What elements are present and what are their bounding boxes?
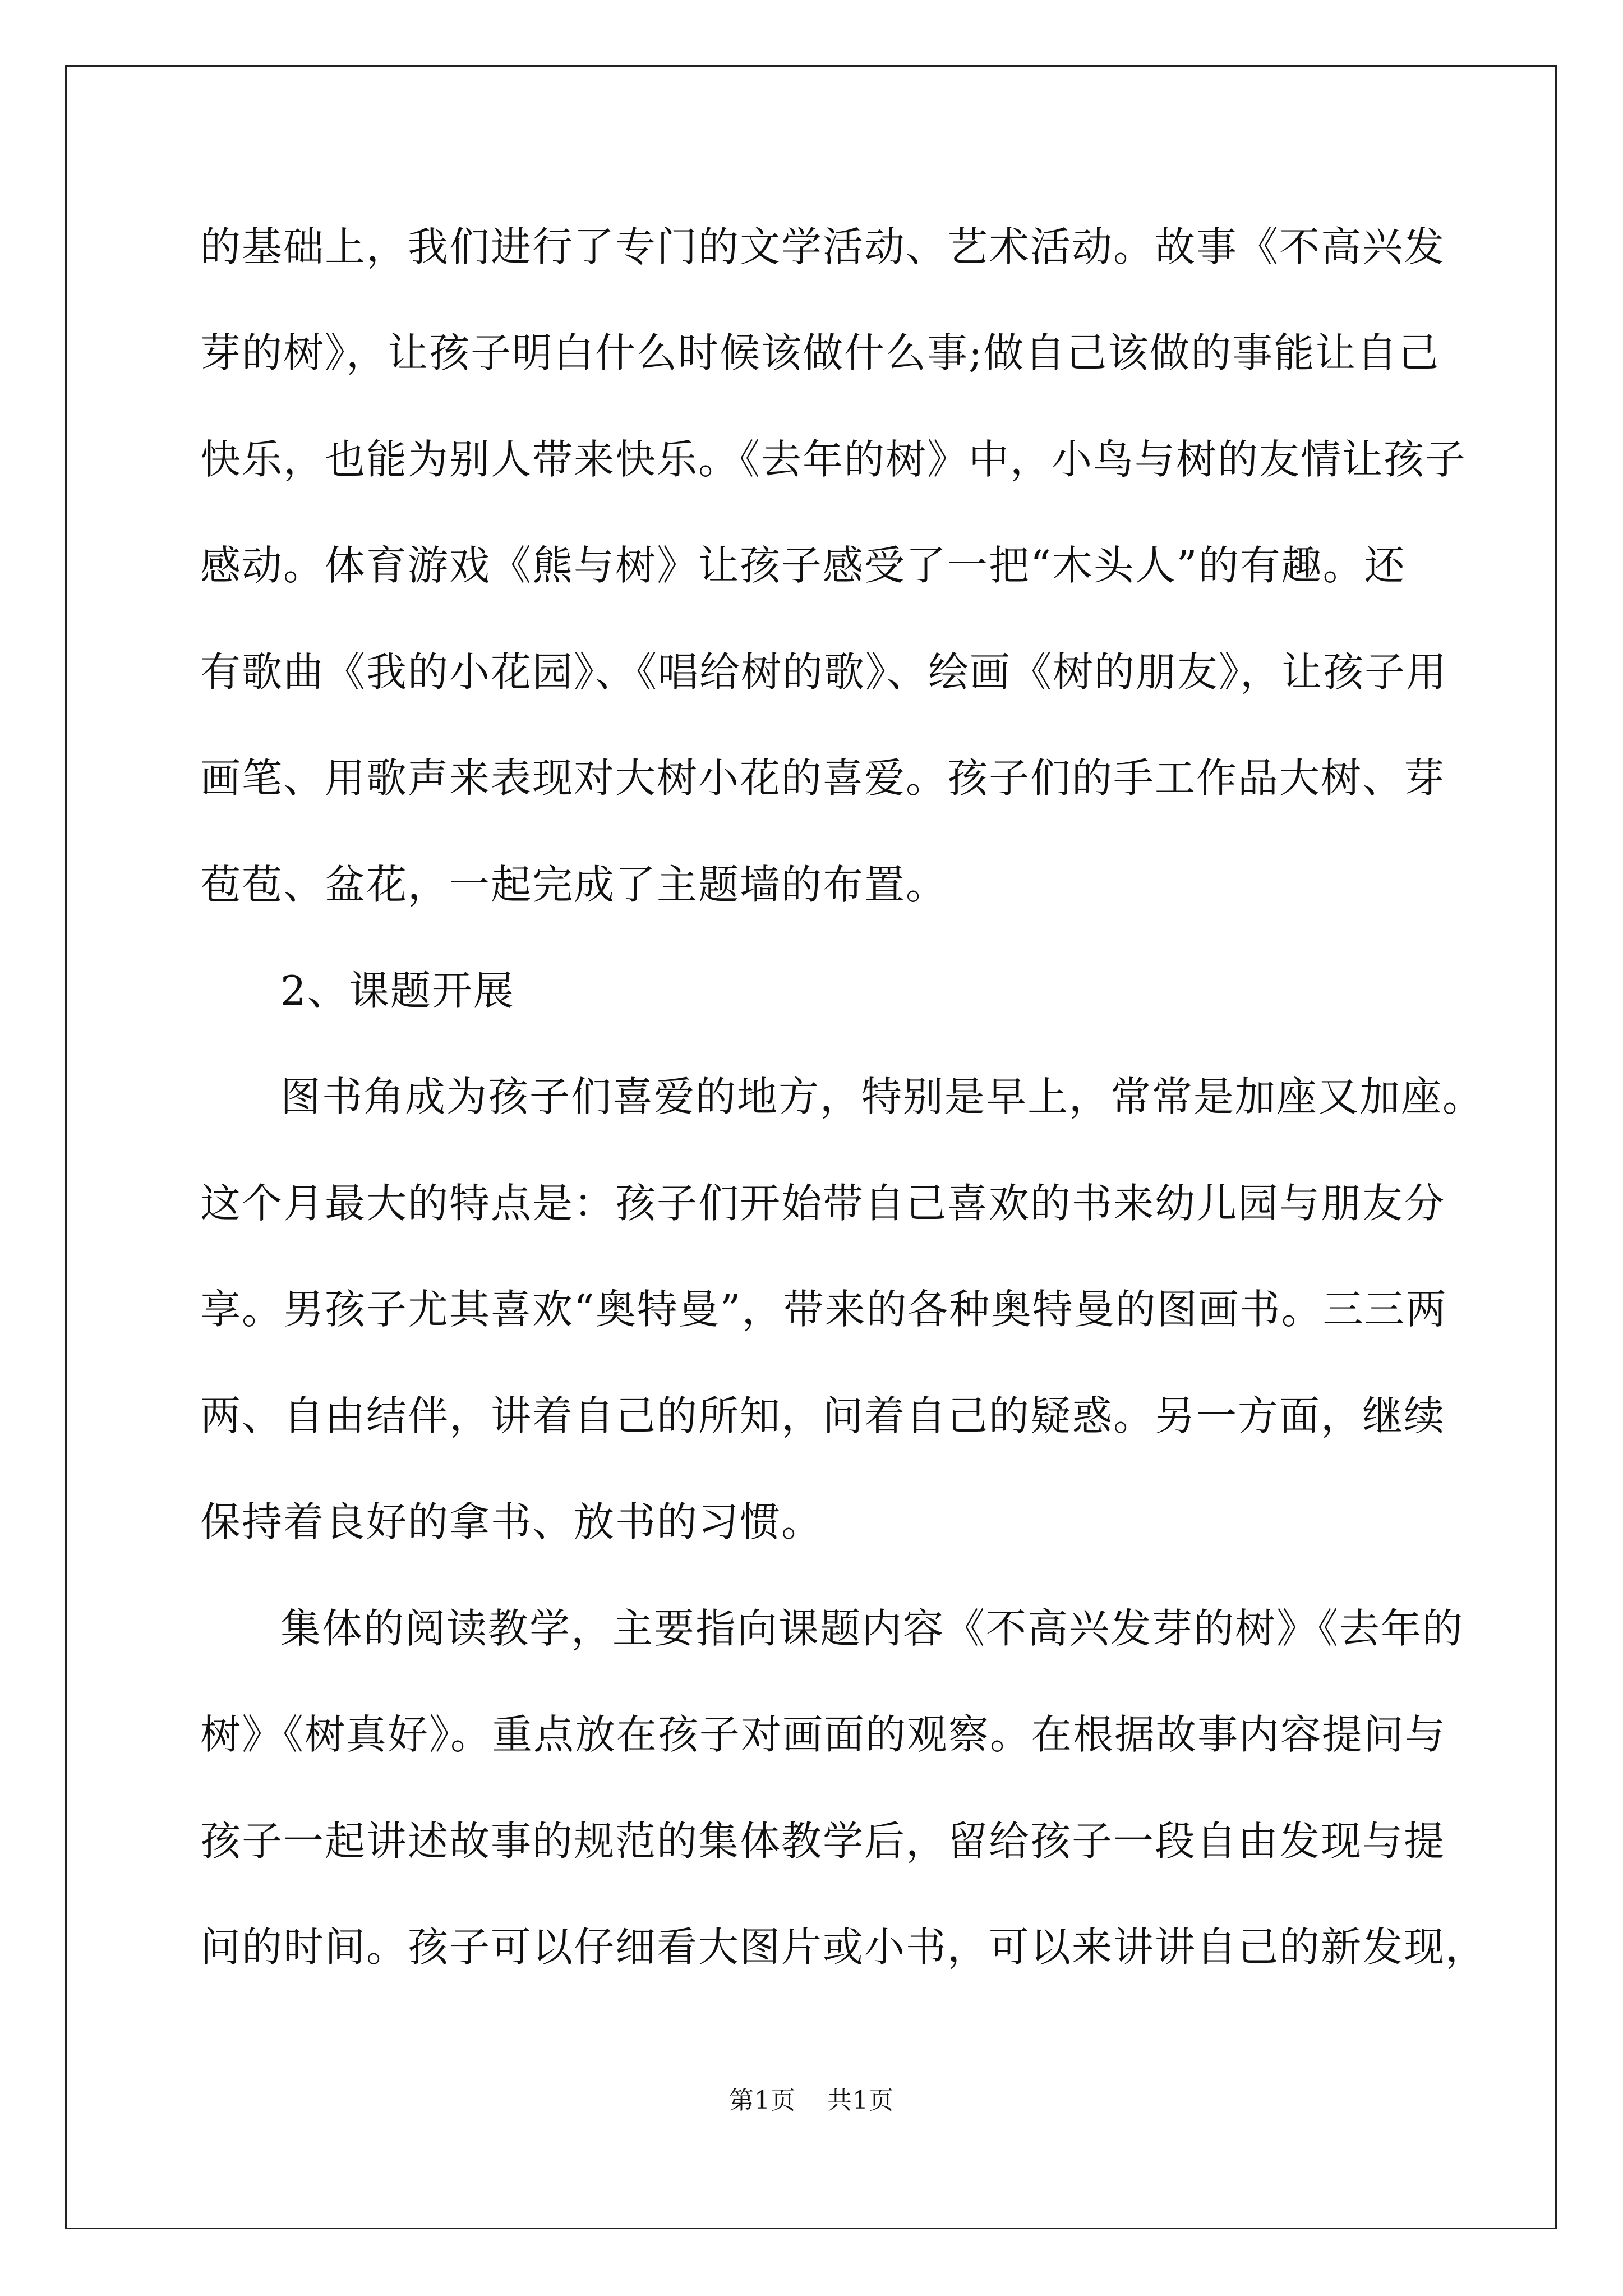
body-text-line: 的基础上，我们进行了专门的文学活动、艺术活动。故事《不高兴发 (200, 223, 1446, 270)
body-text-line: 问的时间。孩子可以仔细看大图片或小书，可以来讲讲自己的新发现， (200, 1924, 1487, 1971)
body-text-line: 树》《树真好》。重点放在孩子对画面的观察。在根据故事内容提问与 (200, 1711, 1447, 1758)
body-text-line: 保持着良好的拿书、放书的习惯。 (200, 1498, 823, 1545)
body-text-line: 有歌曲《我的小花园》、《唱给树的歌》、绘画《树的朋友》，让孩子用 (200, 648, 1448, 696)
body-text-line: 画笔、用歌声来表现对大树小花的喜爱。孩子们的手工作品大树、芽 (200, 754, 1446, 802)
body-text-line: 集体的阅读教学，主要指向课题内容《不高兴发芽的树》《去年的 (280, 1605, 1464, 1652)
body-text-line: 这个月最大的特点是：孩子们开始带自己喜欢的书来幼儿园与朋友分 (200, 1180, 1446, 1227)
body-text-line: 芽的树》，让孩子明白什么时候该做什么事;做自己该做的事能让自己 (200, 329, 1440, 376)
page-border (65, 65, 1557, 2229)
body-text-line: 享。男孩子尤其喜欢“奥特曼”，带来的各种奥特曼的图画书。三三两 (200, 1286, 1447, 1333)
section-heading: 2、课题开展 (280, 967, 515, 1014)
body-text-line: 两、自由结伴，讲着自己的所知，问着自己的疑惑。另一方面，继续 (200, 1392, 1446, 1439)
body-text-line: 快乐，也能为别人带来快乐。《去年的树》中，小鸟与树的友情让孩子 (200, 436, 1467, 483)
body-text-line: 苞苞、盆花，一起完成了主题墙的布置。 (200, 861, 948, 908)
body-text-line: 图书角成为孩子们喜爱的地方，特别是早上，常常是加座又加座。 (280, 1073, 1484, 1120)
page-number: 第1页 (729, 2086, 796, 2115)
body-text-line: 感动。体育游戏《熊与树》让孩子感受了一把“木头人”的有趣。还 (200, 542, 1406, 589)
page-total: 共1页 (827, 2086, 894, 2115)
page-footer (0, 2084, 1623, 2118)
body-text-line: 孩子一起讲述故事的规范的集体教学后，留给孩子一段自由发现与提 (200, 1818, 1446, 1865)
